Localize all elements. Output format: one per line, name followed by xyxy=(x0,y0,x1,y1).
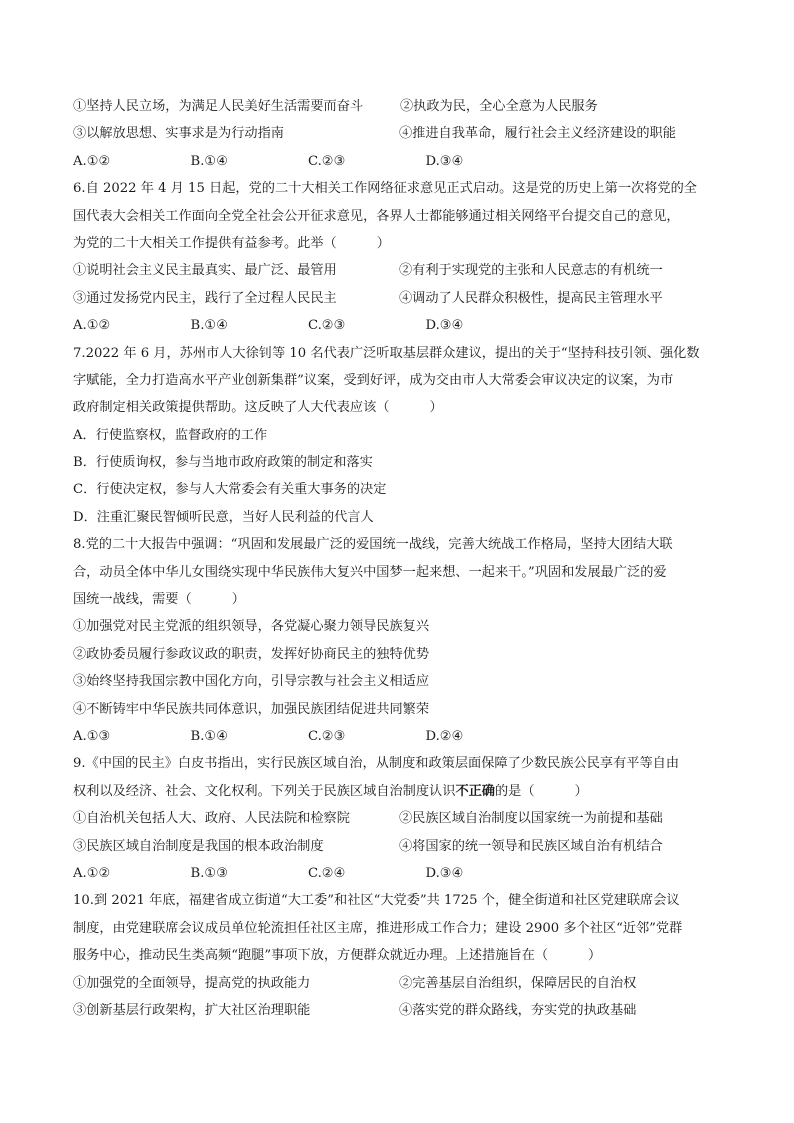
q6-stem-paren: ） xyxy=(376,235,390,251)
q6-stem-line-2: 国代表大会相关工作面向全党全社会公开征求意见，各界人士都能够通过相关网络平台提交自己的意见， xyxy=(73,208,680,224)
q9-option-4: ④将国家的统一领导和民族区域自治有机结合 xyxy=(399,838,663,854)
q10-stem-line-1: 10.到 2021 年底，福建省成立街道“大工委”和社区“大党委”共 1725 个，健全街道和社区党建联席会议 xyxy=(73,893,680,909)
q6-stem-text: 为党的二十大相关工作提供有益参考。此举（ xyxy=(73,235,337,251)
q7-choice-b[interactable]: B．行使质询权，参与当地市政府政策的制定和落实 xyxy=(73,455,373,471)
q7-stem-text: 政府制定相关政策提供帮助。这反映了人大代表应该（ xyxy=(73,400,390,416)
q8-option-4: ④不断铸牢中华民族共同体意识，加强民族团结促进共同繁荣 xyxy=(73,701,430,717)
q5-options-row-2 xyxy=(73,120,723,147)
q7-stem-line-1: 7.2022 年 6 月，苏州市人大徐钊等 10 名代表广泛听取基层群众建议，提出的关于“坚持科技引领、强化数 xyxy=(73,345,700,361)
q10-option-1: ①加强党的全面领导，提高党的执政能力 xyxy=(73,975,311,991)
q10-options-row-1 xyxy=(73,970,723,997)
q9-stem-paren: ） xyxy=(574,783,588,799)
q7-choice-d[interactable]: D．注重汇聚民智倾听民意，当好人民利益的代言人 xyxy=(73,509,374,525)
q8-stem-paren: ） xyxy=(231,592,245,608)
q8-stem-line-3 xyxy=(73,586,723,613)
q6-option-1: ①说明社会主义民主最真实、最广泛、最管用 xyxy=(73,263,337,279)
q6-options-row-1 xyxy=(73,257,723,284)
q6-option-4: ④调动了人民群众积极性，提高民主管理水平 xyxy=(399,290,663,306)
q10-option-3: ③创新基层行政架构，扩大社区治理职能 xyxy=(73,1002,311,1018)
q9-choice-a[interactable]: A.①② xyxy=(73,865,111,881)
q7-stem-paren: ） xyxy=(429,400,443,416)
q8-option-1: ①加强党对民主党派的组织领导，各党凝心聚力领导民族复兴 xyxy=(73,619,430,635)
q8-choice-a[interactable]: A.①③ xyxy=(73,728,111,744)
q5-choice-c[interactable]: C.②③ xyxy=(308,153,346,169)
q8-choices xyxy=(73,723,723,750)
q5-option-1: ①坚持人民立场，为满足人民美好生活需要而奋斗 xyxy=(73,99,364,114)
q9-option-1: ①自治机关包括人大、政府、人民法院和检察院 xyxy=(73,811,350,827)
q9-option-3: ③民族区域自治制度是我国的根本政治制度 xyxy=(73,838,324,854)
q10-option-4: ④落实党的群众路线，夯实党的执政基础 xyxy=(399,1002,637,1018)
q8-choice-c[interactable]: C.②③ xyxy=(308,728,346,744)
q9-choice-c[interactable]: C.②④ xyxy=(308,865,346,881)
q9-stem-emphasis: 不正确 xyxy=(455,783,495,799)
q9-choices xyxy=(73,860,723,887)
q10-options-row-2 xyxy=(73,997,723,1024)
q5-option-2: ②执政为民，全心全意为人民服务 xyxy=(400,99,598,114)
q8-stem-line-2: 合，动员全体中华儿女围绕实现中华民族伟大复兴中国梦一起来想、一起来干。”巩固和发展最广泛的爱 xyxy=(73,564,667,580)
q8-stem-text: 国统一战线，需要（ xyxy=(73,592,192,608)
q8-option-2: ②政协委员履行参政议政的职责，发挥好协商民主的独特优势 xyxy=(73,646,430,662)
q9-choice-d[interactable]: D.③④ xyxy=(425,865,464,881)
q6-option-2: ②有利于实现党的主张和人民意志的有机统一 xyxy=(399,263,663,279)
q6-choice-a[interactable]: A.①② xyxy=(73,318,111,334)
q8-stem-line-1: 8.党的二十大报告中强调：“巩固和发展最广泛的爱国统一战线，完善大统战工作格局，坚持大团结大联 xyxy=(73,537,673,553)
q6-options-row-2 xyxy=(73,285,723,312)
q10-stem-line-3 xyxy=(73,942,723,969)
q5-choices xyxy=(73,148,723,175)
q10-stem-text: 服务中心，推动民生类高频“跑腿”事项下放，方便群众就近办理。上述措施旨在（ xyxy=(73,948,549,964)
q5-choice-d[interactable]: D.③④ xyxy=(425,153,464,169)
q6-stem-line-3 xyxy=(73,230,723,257)
q10-stem-paren: ） xyxy=(588,948,602,964)
q8-choice-d[interactable]: D.②④ xyxy=(425,728,464,744)
q10-stem-line-2: 制度，由党建联席会议成员单位轮流担任社区主席，推进形成工作合力；建设 2900 多个社区“近邻”党群 xyxy=(73,920,683,936)
q5-choice-b[interactable]: B.①④ xyxy=(190,153,229,169)
q8-choice-b[interactable]: B.①④ xyxy=(190,728,229,744)
q10-option-2: ②完善基层自治组织，保障居民的自治权 xyxy=(399,975,637,991)
q9-stem-line-2 xyxy=(73,778,723,805)
q7-choice-a[interactable]: A．行使监察权，监督政府的工作 xyxy=(73,427,268,443)
q5-options-row-1 xyxy=(73,93,723,120)
q7-stem-line-2: 字赋能，全力打造高水平产业创新集群”议案，受到好评，成为交由市人大常委会审议决定的议案，为市 xyxy=(73,372,674,388)
q9-stem-line-1: 9.《中国的民主》白皮书指出，实行民族区域自治，从制度和政策层面保障了少数民族公民享有平等自由 xyxy=(73,756,680,772)
q6-option-3: ③通过发扬党内民主，践行了全过程人民民主 xyxy=(73,290,337,306)
q9-stem-text-b: 的是（ xyxy=(495,783,535,799)
q9-options-row-2 xyxy=(73,833,723,860)
q8-option-3: ③始终坚持我国宗教中国化方向，引导宗教与社会主义相适应 xyxy=(73,674,430,690)
q5-option-4: ④推进自我革命，履行社会主义经济建设的职能 xyxy=(399,126,676,142)
q6-choice-c[interactable]: C.②③ xyxy=(308,318,346,334)
q9-stem-text-a: 权利以及经济、社会、文化权利。下列关于民族区域自治制度认识 xyxy=(73,783,456,799)
exam-page xyxy=(73,93,723,1024)
q9-option-2: ②民族区域自治制度以国家统一为前提和基础 xyxy=(399,811,663,827)
q5-choice-a[interactable]: A.①② xyxy=(73,153,111,169)
q9-choice-b[interactable]: B.①③ xyxy=(190,865,229,881)
q7-choice-c[interactable]: C．行使决定权，参与人大常委会有关重大事务的决定 xyxy=(73,482,387,498)
q7-stem-line-3 xyxy=(73,394,723,421)
q5-option-3: ③以解放思想、实事求是为行动指南 xyxy=(73,126,284,142)
q6-choice-b[interactable]: B.①④ xyxy=(190,318,229,334)
q6-stem-line-1: 6.自 2022 年 4 月 15 日起，党的二十大相关工作网络征求意见正式启动。这是党的历史上第一次将党的全 xyxy=(73,181,697,197)
q9-options-row-1 xyxy=(73,805,723,832)
q6-choices xyxy=(73,312,723,339)
q6-choice-d[interactable]: D.③④ xyxy=(425,318,464,334)
